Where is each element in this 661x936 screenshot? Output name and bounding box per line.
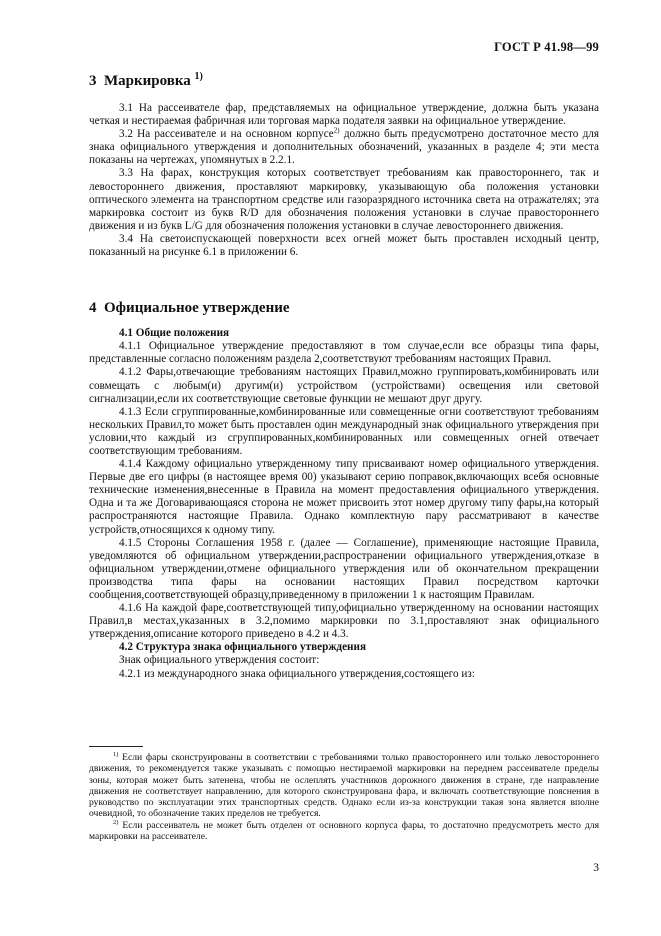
subsection-4-2-heading: 4.2 Структура знака официального утверждения [119, 641, 367, 654]
paragraph-3-2-end: должно быть предусмотрено достаточное место для знака официального утверждения и дополнительных обозначений, указанных в разделе 4; эти места показаны на чертежах, упомянутых в 2.2.1. [89, 128, 599, 167]
section-4-number: 4 [89, 300, 97, 317]
footnote-2-text: Если рассеиватель не может быть отделен от основного корпуса фары, то достаточно предусмотреть место для маркировки на рассеивателе. [89, 819, 599, 843]
footnote-1-marker: 1) [113, 750, 119, 758]
paragraph-4-1-6: 4.1.6 На каждой фаре,соответствующей типу,официально утвержденному на основании настоящих Правил,в местах,указанных в 3.2,помимо маркировки по 3.1,проставляют знак официального утверждения,описание которого приведено в 4.2 и 4.3. [89, 602, 599, 641]
paragraph-3-2 [89, 128, 599, 167]
paragraph-4-2-1: 4.2.1 из международного знака официального утверждения,состоящего из: [119, 667, 475, 680]
footnotes [89, 752, 599, 842]
paragraph-4-1-3: 4.1.3 Если сгруппированные,комбинированные или совмещенные огни соответствуют требованиям нескольких Правил,то может быть проставлен один международный знак официального утверждения при условии,что каждый из сгруппированных,комбинированных или совмещенных огней отвечает соответствующим требованиям. [89, 405, 599, 457]
section-3-heading [89, 72, 599, 90]
section-3-number: 3 [89, 73, 97, 89]
main-content [89, 62, 599, 681]
paragraph-4-1-2: 4.1.2 Фары,отвечающие требованиям настоящих Правил,можно группировать,комбинировать или совмещать с любым(и) другим(и) устройством (устройствами) освещения или световой сигнализации,если их соответствующие световые функции не мешают друг другу. [89, 366, 599, 405]
paragraph-4-1-4: 4.1.4 Каждому официально утвержденному типу присваивают номер официального утверждения. Первые две его цифры (в настоящее время 00) указывают серию поправок,включающих всебя основные технические изменения,внесенные в Правила на момент предоставления официального утверждения. Одна и та же Договаривающаяся сторона не может присвоить этот номер другому типу фары,на который распространяются настоящие Правила. Однако комплектную пару рассматривают в качестве устройств,относящихся к одному типу. [89, 458, 599, 536]
footnote-1 [89, 752, 599, 820]
paragraph-3-2-footnote-ref: 2) [333, 126, 340, 135]
footnote-divider [89, 746, 143, 747]
paragraph-4-2-intro: Знак официального утверждения состоит: [119, 654, 320, 667]
subsection-4-1-heading: 4.1 Общие положения [119, 327, 230, 340]
paragraph-3-3: 3.3 На фарах, конструкция которых соответствует требованиям как правостороннего, так и левостороннего движения, проставляют маркировку, указывающую оба положения установки оптического элемента на транспортном средстве или газоразрядного источника света на отражателях; эта маркировка состоит из букв R/D для обозначения положения установки в случае правостороннего движения и из букв L/G для обозначения положения установки в случае левостороннего движения. [89, 167, 599, 232]
section-3-footnote-ref: 1) [194, 71, 203, 82]
section-4-title: Официальное утверждение [104, 300, 290, 317]
paragraph-3-1: 3.1 На рассеивателе фар, представляемых на официальное утверждение, должна быть указана четкая и нестираемая фабричная или торговая марка подателя заявки на официальное утверждение. [89, 102, 599, 128]
section-4-heading [89, 299, 599, 317]
document-code: ГОСТ Р 41.98—99 [494, 40, 599, 54]
footnote-2-marker: 2) [113, 818, 119, 826]
paragraph-3-4: 3.4 На светоиспускающей поверхности всех огней может быть проставлен исходный центр, показанный на рисунке 6.1 в приложении 6. [89, 232, 599, 259]
paragraph-4-1-1: 4.1.1 Официальное утверждение предоставляют в том случае,если все образцы типа фары, представленные согласно положениям раздела 2,соответствуют требованиям настоящих Правил. [89, 340, 599, 366]
footnote-2 [89, 820, 599, 843]
paragraph-3-2-start: 3.2 На рассеивателе и на основном корпусе [119, 128, 334, 141]
section-3-title: Маркировка [104, 73, 191, 89]
paragraph-4-1-5: 4.1.5 Стороны Соглашения 1958 г. (далее — Соглашение), применяющие настоящие Правила, уведомляются об официальном утверждении,распространении официального утверждения,отказе в официальном утверждении,отмене официального утверждения или об окончательном прекращении производства типа фары на основании настоящих Правил посредством карточки сообщения,соответствующей образцу,приведенному в приложении 1 к настоящим Правилам. [89, 536, 599, 601]
page-number: 3 [593, 862, 599, 874]
footnote-1-text: Если фары сконструированы в соответствии с требованиями только правостороннего или только левостороннего движения, то рекомендуется также указывать с помощью нестираемой маркировки на переднем рассеивателе пределы зоны, которая может быть затенена, чтобы не ослеплять участников дорожного движения в стране, где направление движения не соответствует направлению, для которого сконструирована фара, и включать соответствующие пояснения в руководство по эксплуатации этих транспортных средств. Однако если из-за конструкции такая зона является вполне очевидной, то обозначение таких пределов не требуется. [89, 752, 599, 820]
